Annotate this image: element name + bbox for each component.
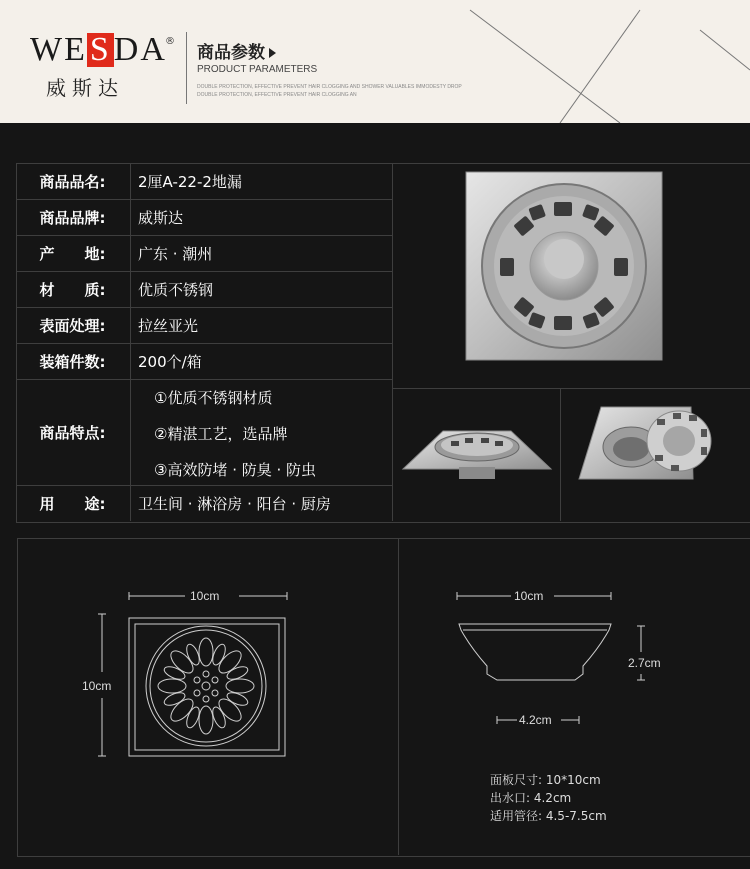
triangle-icon — [269, 48, 276, 58]
spec-label: 产 地: — [39, 244, 106, 263]
spec-row — [16, 235, 392, 272]
spec-table — [16, 163, 392, 521]
product-top-view-photo — [392, 164, 750, 388]
spec-row — [16, 163, 392, 200]
spec-label: 材 质: — [39, 280, 106, 299]
outlet-dimension-label: 4.2cm — [519, 713, 552, 727]
logo-text-s: S — [87, 33, 114, 67]
product-open-view-photo — [561, 389, 750, 521]
spec-row — [16, 199, 392, 236]
feature-item: ①优质不锈钢材质 — [154, 389, 273, 407]
spec-value: 2厘A-22-2地漏 — [138, 172, 242, 191]
side-width-dimension-label: 10cm — [514, 589, 544, 603]
spec-value: 200个/箱 — [138, 352, 202, 371]
logo-chinese-name: 威斯达 — [46, 76, 124, 100]
outlet-size-text: 出水口: 4.2cm — [490, 791, 572, 805]
pipe-size-text: 适用管径: 4.5-7.5cm — [490, 809, 607, 823]
spec-label: 表面处理: — [39, 316, 106, 335]
spec-label: 商品特点: — [39, 423, 106, 442]
panel-size-text: 面板尺寸: 10*10cm — [490, 773, 601, 787]
brand-logo — [30, 30, 170, 101]
product-angled-view-photo — [393, 389, 559, 521]
width-dimension-label: 10cm — [190, 589, 220, 603]
logo-text-we: WE — [30, 31, 87, 68]
registered-mark: ® — [165, 36, 175, 47]
header-banner — [0, 0, 750, 123]
spec-value: 优质不锈钢 — [138, 280, 214, 299]
header-fine-print-2: DOUBLE PROTECTION, EFFECTIVE PREVENT HAIR CLOGGING AN — [197, 92, 357, 98]
spec-label: 商品品牌: — [39, 208, 106, 227]
spec-value: 广东 · 潮州 — [138, 244, 213, 263]
spec-value: 拉丝亚光 — [138, 316, 199, 335]
spec-label: 用 途: — [39, 494, 106, 513]
section-title: 商品参数 — [197, 38, 276, 63]
spec-value: 威斯达 — [138, 208, 184, 227]
height-dimension-label: 10cm — [82, 679, 112, 693]
spec-row — [16, 271, 392, 308]
top-view-dimension-drawing — [17, 538, 397, 855]
spec-label: 商品品名: — [39, 172, 106, 191]
spec-row — [16, 485, 392, 521]
spec-row — [16, 343, 392, 380]
side-height-dimension-label: 2.7cm — [628, 656, 661, 670]
header-fine-print-1: DOUBLE PROTECTION, EFFECTIVE PREVENT HAIR CLOGGING AND SHOWER VALUABLES IMMODESTY DROP — [197, 84, 462, 90]
spec-row — [16, 307, 392, 344]
header-divider — [186, 32, 187, 104]
logo-text-da: DA — [113, 31, 167, 68]
spec-label: 装箱件数: — [39, 352, 106, 371]
feature-item: ③高效防堵 · 防臭 · 防虫 — [154, 461, 317, 479]
spec-value: 卫生间 · 淋浴房 · 阳台 · 厨房 — [138, 494, 331, 513]
feature-item: ②精湛工艺，选品牌 — [154, 425, 288, 443]
section-subtitle: PRODUCT PARAMETERS — [197, 64, 318, 75]
